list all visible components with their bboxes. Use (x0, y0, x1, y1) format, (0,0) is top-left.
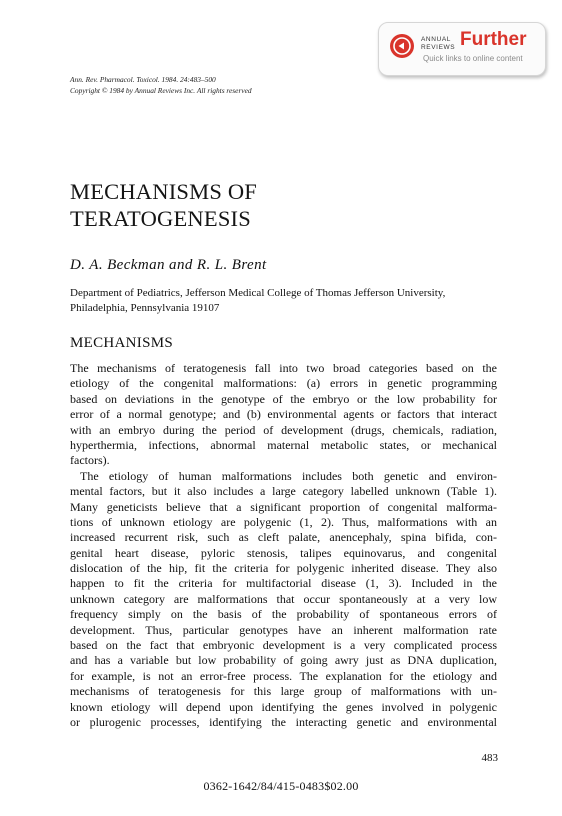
body-line: tions of unknown etiology are polygenic (1, 2). Thus, malformations with an (70, 514, 497, 529)
affiliation-line-1: Department of Pediatrics, Jefferson Medical College of Thomas Jefferson University, (70, 287, 446, 299)
affiliation (70, 286, 500, 316)
badge-annual-text: ANNUAL (421, 36, 451, 43)
back-arrow-icon (390, 34, 414, 58)
copyright-line: Copyright © 1984 by Annual Reviews Inc. All rights reserved (70, 86, 252, 95)
body-line: and has a variable but low probability of going awry just as DNA duplication, (70, 653, 497, 668)
body-line: frequency simply on the basis of the probability of spontaneous errors of (70, 607, 497, 622)
badge-further-text: Further (460, 29, 527, 50)
body-line: known etiology will depend upon identifying the genes involved in polygenic (70, 699, 497, 714)
body-line: unknown category are malformations that occur spontaneously at a very low (70, 591, 497, 606)
footer-code: 0362-1642/84/415-0483$02.00 (203, 779, 359, 793)
section-heading: MECHANISMS (70, 335, 174, 351)
body-line: Many geneticists believe that a significant proportion of congenital malforma- (70, 499, 497, 514)
body-line: for example, is not an error-free process. The explanation for the etiology and (70, 668, 497, 683)
body-line: development. Thus, particular genotypes have an inherent malformation rate (70, 622, 497, 637)
body-line: The etiology of human malformations includes both genetic and environ- (80, 468, 497, 483)
body-line: mental factors, but it also includes a large category labelled unknown (Table 1). (70, 484, 497, 499)
page-number: 483 (481, 752, 498, 764)
body-line: dislocation of the hip, fit the criteria for polygenic inherited disease. They also (70, 561, 497, 576)
body-line: happen to fit the criteria for multifactorial disease (1, 3). Included in the (70, 576, 497, 591)
article-title (70, 178, 470, 232)
journal-citation: Ann. Rev. Pharmacol. Toxicol. 1984. 24:483–500 (70, 75, 216, 84)
affiliation-line-2: Philadelphia, Pennsylvania 19107 (70, 302, 220, 314)
body-text (70, 361, 497, 730)
body-line: mechanisms of teratogenesis for this large group of malformations with un- (70, 684, 497, 699)
author-line: D. A. Beckman and R. L. Brent (70, 257, 267, 273)
body-line: genital heart disease, pyloric stenosis, talipes equinovarus, and congenital (70, 545, 497, 560)
badge-subtitle[interactable]: Quick links to online content (423, 54, 523, 63)
title-line-2: TERATOGENESIS (70, 206, 251, 231)
body-line: error of a normal genotype; and (b) environmental agents or factors that interact (70, 407, 497, 422)
further-badge[interactable] (378, 22, 546, 76)
body-line: hyperthermia, infections, abnormal maternal metabolic states, or mechanical (70, 437, 497, 452)
body-line: or plurogenic processes, identifying the interacting genetic and environmental (70, 714, 497, 729)
body-line: increased recurrent risk, such as cleft palate, anencephaly, spina bifida, con- (70, 530, 497, 545)
title-line-1: MECHANISMS OF (70, 179, 258, 204)
body-line: based on the fact that embryonic development is a very complicated process (70, 638, 497, 653)
body-line: with an embryo during the period of development (drugs, chemicals, radiation, (70, 422, 497, 437)
body-line: etiology of the congenital malformations: (a) errors in genetic programming (70, 376, 497, 391)
badge-reviews-text: REVIEWS (421, 44, 456, 51)
body-line: factors). (70, 453, 110, 468)
body-line: The mechanisms of teratogenesis fall into two broad categories based on the (70, 361, 497, 375)
body-line: based on deviations in the genotype of the embryo or the low probability for (70, 391, 497, 406)
